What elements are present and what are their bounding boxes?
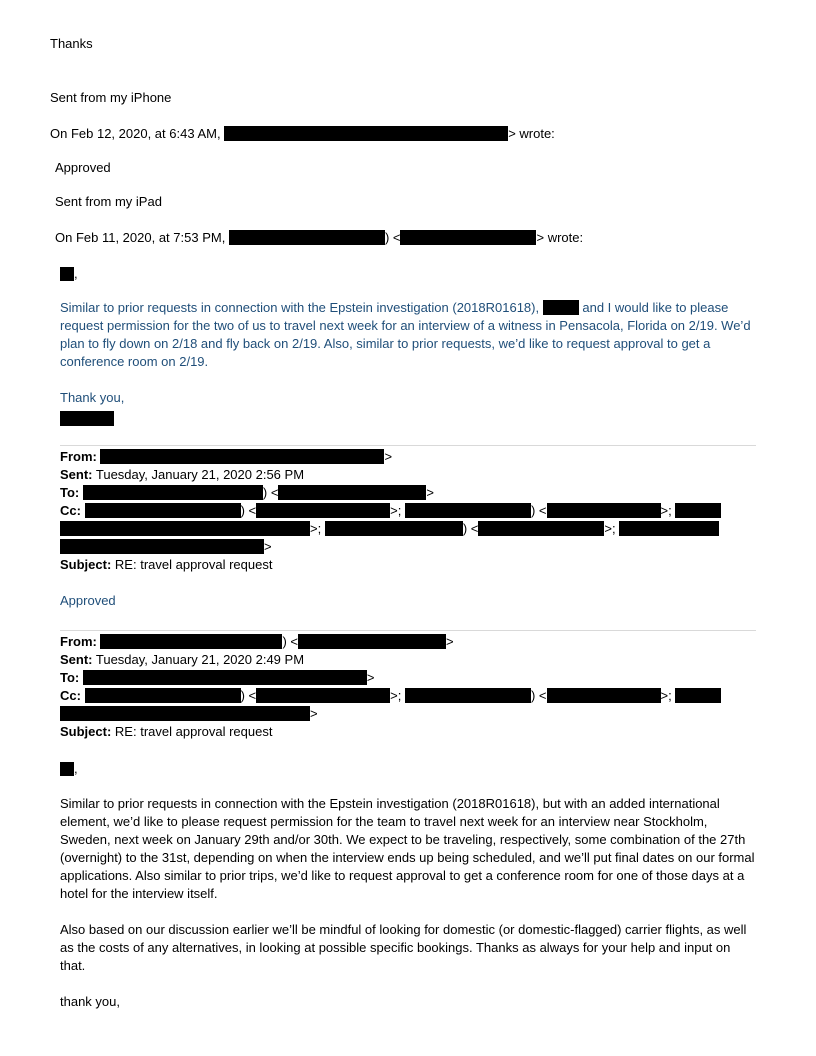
redaction: [478, 521, 604, 536]
separator: >;: [390, 503, 402, 518]
cc-label: Cc:: [60, 688, 81, 703]
quote-header-text: On Feb 11, 2020, at 7:53 PM,: [55, 230, 226, 245]
separator: >;: [660, 503, 672, 518]
quote-wrote: > wrote:: [508, 126, 555, 141]
redaction: [229, 230, 385, 245]
from-label: From:: [60, 449, 97, 464]
quote-wrote: > wrote:: [536, 230, 584, 245]
to-label: To:: [60, 485, 80, 500]
redaction: [100, 449, 384, 464]
subject-value: RE: travel approval request: [114, 557, 273, 572]
redaction: [60, 539, 264, 554]
angle-bracket: ) <: [262, 485, 279, 500]
redaction: [85, 688, 241, 703]
redaction: [256, 688, 390, 703]
salutation-comma: ,: [74, 266, 78, 281]
to-label: To:: [60, 670, 80, 685]
redaction: [675, 503, 721, 518]
angle-bracket: >: [366, 670, 375, 685]
sent-row: [60, 466, 304, 484]
angle-bracket: ) <: [530, 688, 547, 703]
redaction: [675, 688, 721, 703]
redaction: [60, 411, 114, 426]
angle-bracket: >: [426, 485, 435, 500]
redaction: [60, 762, 74, 776]
redaction: [543, 300, 579, 315]
cc-row-cont: [60, 520, 719, 538]
separator: >;: [660, 688, 672, 703]
redaction: [60, 521, 310, 536]
quote-sep: ) <: [384, 230, 401, 245]
signoff: thank you,: [60, 994, 120, 1009]
divider: [60, 445, 756, 446]
redaction: [400, 230, 536, 245]
approved-body: Approved: [60, 593, 116, 608]
redaction: [405, 688, 531, 703]
sent-value: Tuesday, January 21, 2020 2:49 PM: [95, 652, 305, 667]
from-row: [60, 633, 454, 651]
signoff: Thank you,: [60, 390, 125, 405]
redaction: [405, 503, 531, 518]
angle-bracket: ) <: [240, 688, 257, 703]
redaction: [224, 126, 508, 141]
redaction: [547, 688, 661, 703]
subject-row: [60, 723, 272, 741]
cc-row-cont2: [60, 538, 272, 556]
cc-label: Cc:: [60, 503, 81, 518]
quote-header-feb12: [50, 125, 555, 143]
redaction: [83, 485, 263, 500]
redaction: [60, 706, 310, 721]
redaction: [278, 485, 426, 500]
angle-bracket: ) <: [240, 503, 257, 518]
subject-value: RE: travel approval request: [114, 724, 273, 739]
angle-bracket: >: [264, 539, 272, 554]
signature-redaction: [60, 410, 114, 428]
divider: [60, 630, 756, 631]
redaction: [547, 503, 661, 518]
sent-from-ipad: Sent from my iPad: [55, 194, 162, 209]
to-row: [60, 484, 434, 502]
sent-label: Sent:: [60, 652, 93, 667]
body-text: and I would like to please request permission for the two of us to travel next week for an interview of a witness in Pensacola, Florida on 2/19. We’d plan to fly down on 2/18 and fly back on 2/19. Also, similar to prior requests, we’d like to request approval to get a conference room on 2/19.: [60, 300, 751, 369]
angle-bracket: ) <: [462, 521, 479, 536]
redaction: [325, 521, 463, 536]
redaction: [60, 267, 74, 281]
cc-row: [60, 502, 721, 520]
quote-header-text: On Feb 12, 2020, at 6:43 AM,: [50, 126, 221, 141]
from-label: From:: [60, 634, 97, 649]
subject-label: Subject:: [60, 557, 112, 572]
email-body-para2: Also based on our discussion earlier we’ll be mindful of looking for domestic (or domestic-flagged) carrier flights, as well as the costs of any alternatives, in looking at possible specific bookings. Thanks as always for your help and input on that.: [60, 922, 747, 973]
separator: >;: [390, 688, 402, 703]
angle-bracket: ) <: [530, 503, 547, 518]
separator: >;: [310, 521, 322, 536]
redaction: [298, 634, 446, 649]
redaction: [85, 503, 241, 518]
sent-from-iphone: Sent from my iPhone: [50, 90, 172, 105]
subject-row: [60, 556, 272, 574]
redaction: [83, 670, 367, 685]
angle-bracket: ) <: [282, 634, 299, 649]
sent-label: Sent:: [60, 467, 93, 482]
redaction: [100, 634, 282, 649]
angle-bracket: >: [446, 634, 454, 649]
from-row: [60, 448, 392, 466]
angle-bracket: >: [310, 706, 318, 721]
cc-row: [60, 687, 721, 705]
salutation: [60, 265, 78, 283]
subject-label: Subject:: [60, 724, 112, 739]
body-text: Similar to prior requests in connection with the Epstein investigation (2018R01618),: [60, 300, 540, 315]
redaction: [619, 521, 719, 536]
thanks-line: Thanks: [50, 36, 93, 51]
approved-line: Approved: [55, 160, 111, 175]
cc-row-cont: [60, 705, 318, 723]
salutation-comma: ,: [74, 761, 78, 776]
redaction: [256, 503, 390, 518]
email-body-para1: Similar to prior requests in connection with the Epstein investigation (2018R01618), but with an added international element, we’d like to please request permission for the team to travel next week for an interview near Stockholm, Sweden, next week on January 29th and/or 30th. We expect to be traveling, respectively, some combination of the 27th (overnight) to the 31st, depending on when the interview ends up being scheduled, and we’ll put final dates on our formal applications. Also similar to prior trips, we’d like to request approval to get a conference room for one of those days at a hotel for the interview itself.: [60, 796, 755, 901]
salutation: [60, 760, 78, 778]
angle-bracket: >: [384, 449, 393, 464]
sent-value: Tuesday, January 21, 2020 2:56 PM: [95, 467, 305, 482]
sent-row: [60, 651, 304, 669]
separator: >;: [604, 521, 616, 536]
email-body-feb11: [60, 299, 752, 371]
quote-header-feb11: [55, 229, 583, 247]
to-row: [60, 669, 374, 687]
